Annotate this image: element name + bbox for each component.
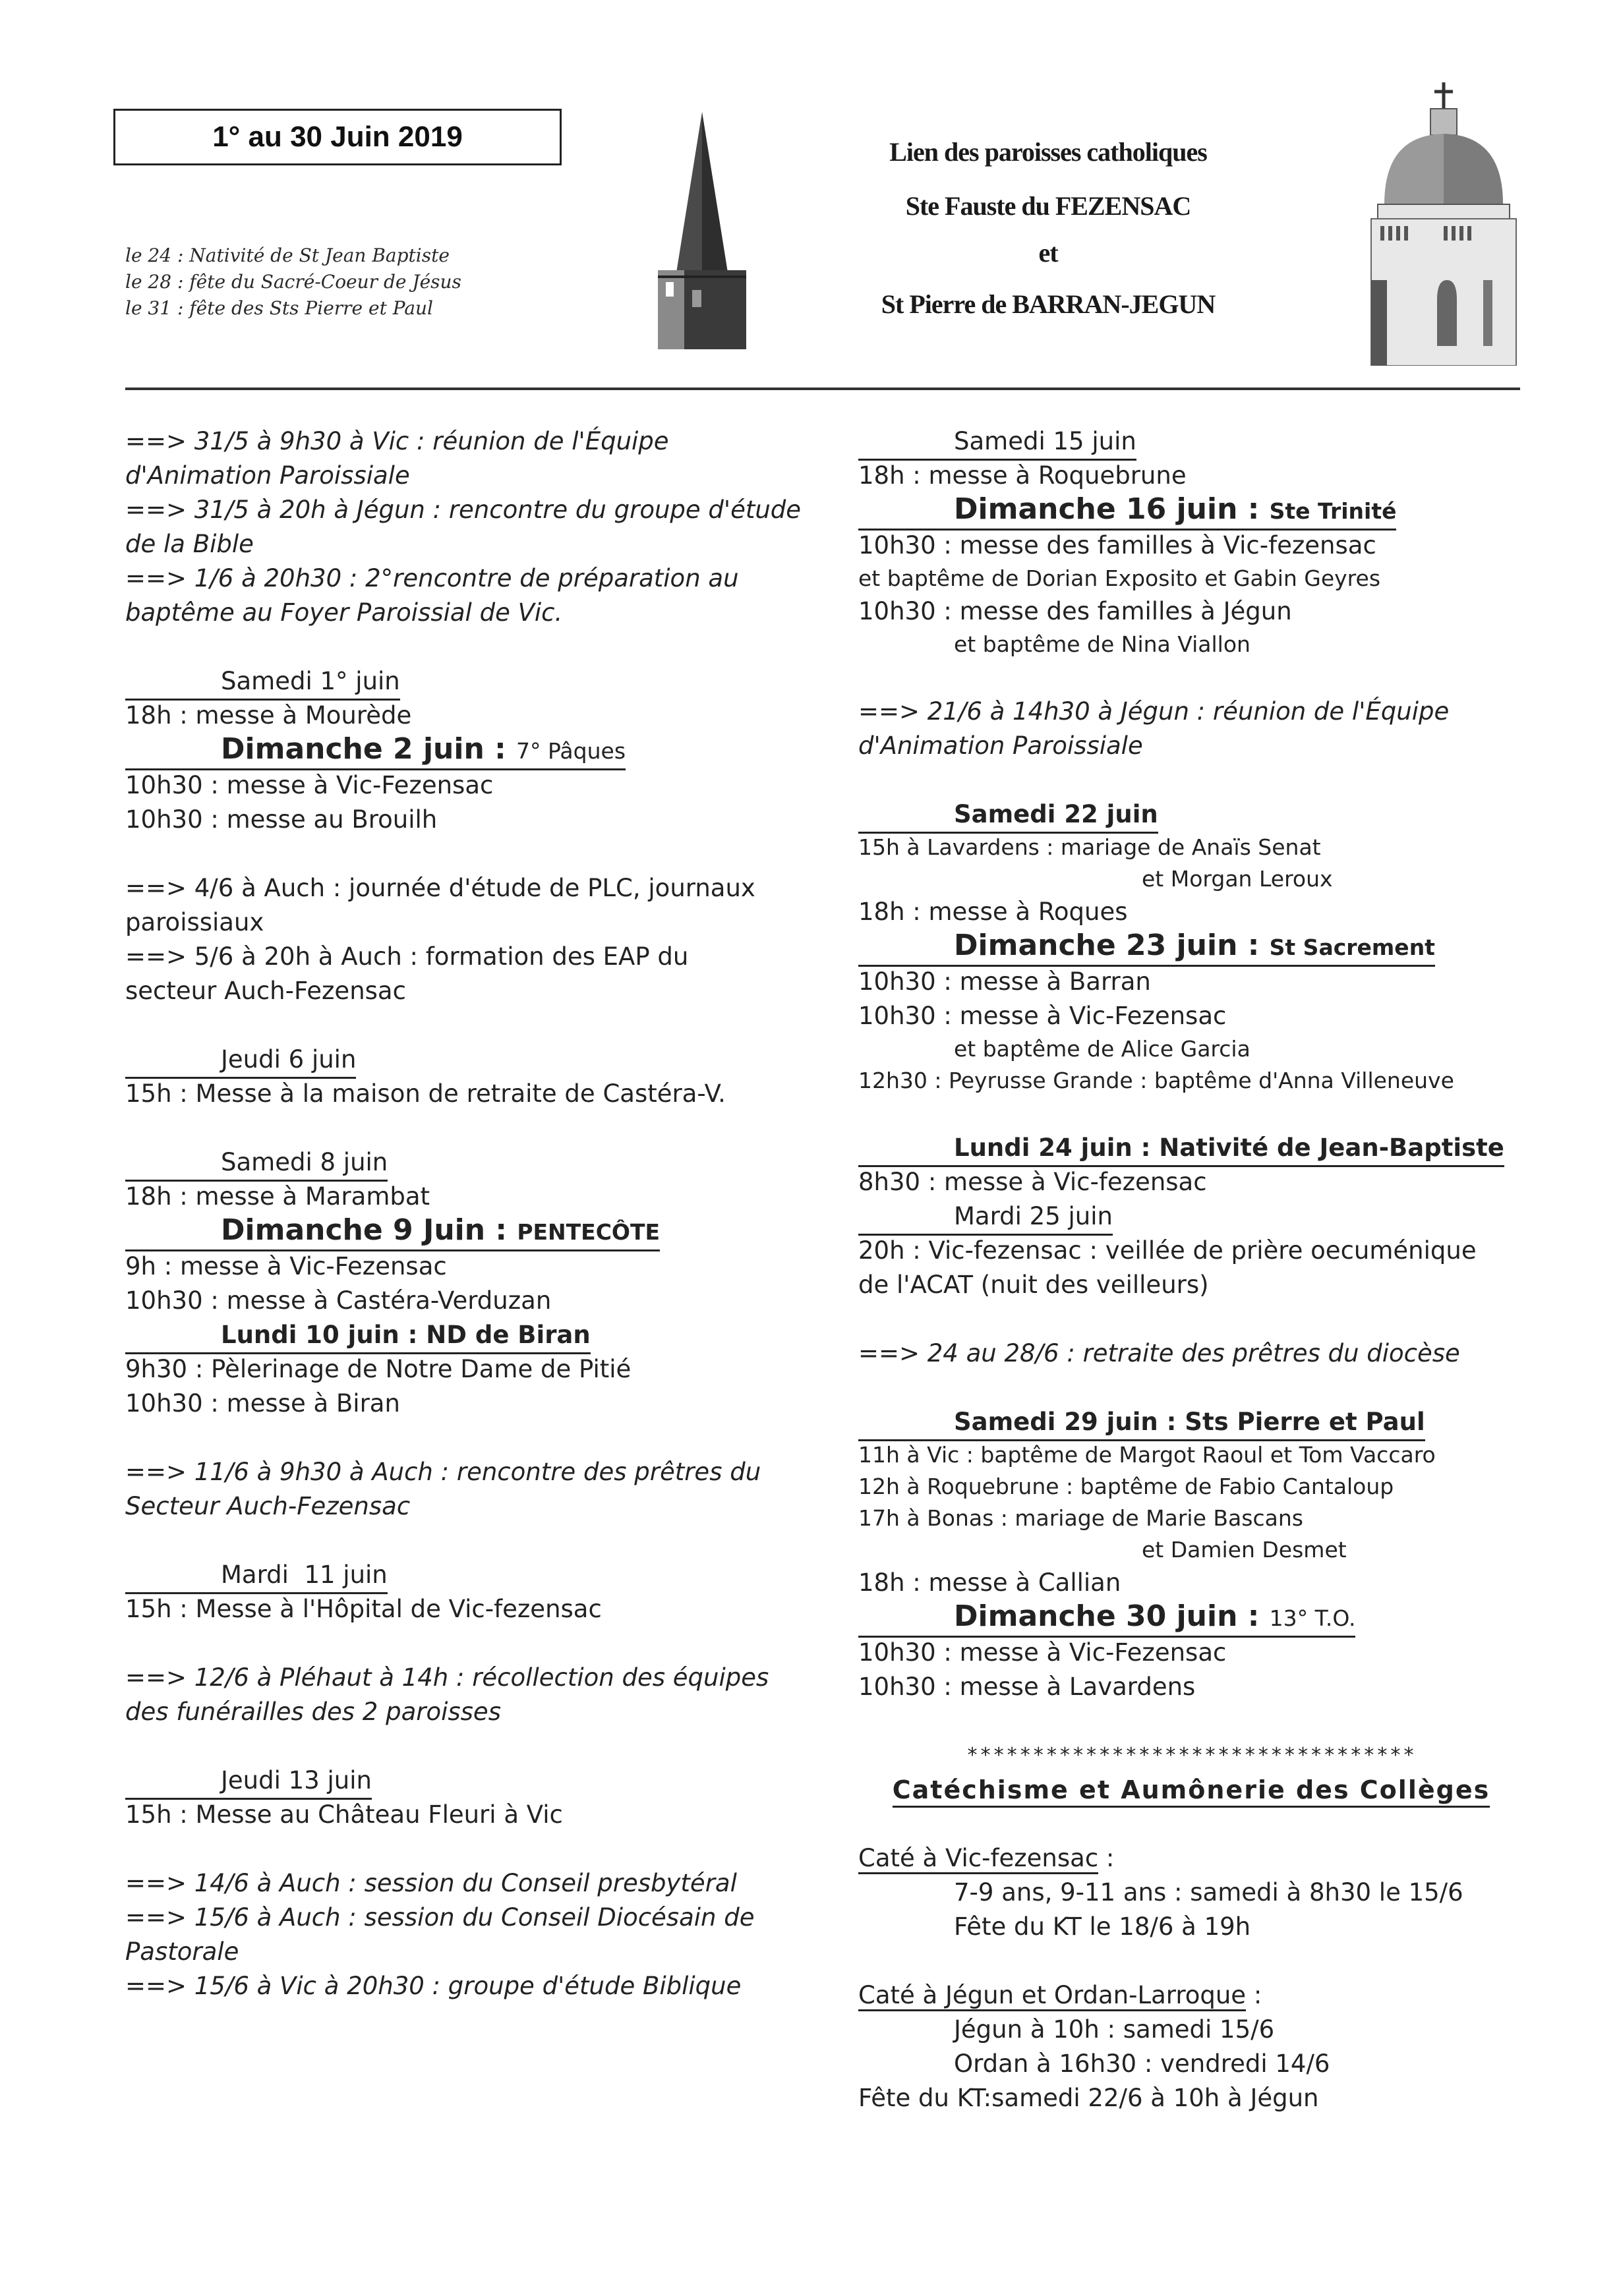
parish-title: [817, 125, 1279, 336]
star-separator: **********************************: [966, 1744, 1417, 1767]
event-line: 12h à Roquebrune : baptême de Fabio Cantaloup: [858, 1474, 1394, 1499]
date-range: 1° au 30 Juin 2019: [212, 121, 463, 153]
day-heading: Samedi 22 juin: [858, 800, 1158, 834]
catechism-line: Fête du KT le 18/6 à 19h: [954, 1912, 1251, 1941]
event-line: 18h : messe à Mourède: [125, 701, 412, 730]
jegun-title: Caté à Jégun et Ordan-Larroque: [858, 1981, 1246, 2011]
event-line: 10h30 : messe à Lavardens: [858, 1673, 1196, 1701]
announcement-line: ==> 15/6 à Vic à 20h30 : groupe d'étude Biblique: [125, 1972, 742, 2000]
feast-list: [125, 243, 461, 322]
announcement-line: baptême au Foyer Paroissial de Vic.: [125, 598, 563, 627]
announcement-line: de la Bible: [125, 530, 254, 558]
title-line: St Pierre de BARRAN-JEGUN: [881, 289, 1216, 319]
sunday-heading: [125, 1214, 660, 1251]
event-line: de l'ACAT (nuit des veilleurs): [858, 1271, 1209, 1299]
day-heading: Mardi 25 juin: [858, 1202, 1113, 1236]
jegun-colon: :: [1246, 1981, 1262, 2009]
event-detail: et Damien Desmet: [1142, 1537, 1347, 1563]
sunday-heading: [858, 929, 1435, 967]
catechism-line: Jégun à 10h : samedi 15/6: [954, 2015, 1275, 2044]
date-range-box: [113, 109, 562, 165]
catechism-line: Fête du KT:samedi 22/6 à 10h à Jégun: [858, 2084, 1319, 2112]
title-line: et: [1038, 238, 1058, 268]
announcement-line: d'Animation Paroissiale: [858, 732, 1143, 760]
event-detail: et baptême de Alice Garcia: [954, 1036, 1251, 1062]
title-line: Lien des paroisses catholiques: [889, 137, 1207, 167]
event-line: 10h30 : messe au Brouilh: [125, 805, 438, 834]
announcement-line: Pastorale: [125, 1937, 239, 1966]
catechism-heading: [858, 1773, 1524, 1807]
event-line: 20h : Vic-fezensac : veillée de prière oecuménique: [858, 1236, 1477, 1265]
feast-item: le 24 : Nativité de St Jean Baptiste: [125, 244, 450, 266]
event-line: 9h : messe à Vic-Fezensac: [125, 1252, 447, 1280]
event-line: 10h30 : messe à Biran: [125, 1389, 400, 1418]
liturgical-day: 13° T.O.: [1269, 1605, 1356, 1631]
event-line: 15h : Messe au Château Fleuri à Vic: [125, 1800, 563, 1829]
catechism-section-title: [858, 1978, 1524, 2013]
announcement-line: ==> 12/6 à Pléhaut à 14h : récollection des équipes: [125, 1663, 769, 1692]
event-line: 10h30 : messe des familles à Vic-fezensac: [858, 531, 1376, 560]
catechism-title: Catéchisme et Aumônerie des Collèges: [893, 1775, 1490, 1808]
day-heading: Jeudi 13 juin: [125, 1766, 372, 1800]
announcement-line: ==> 1/6 à 20h30 : 2°rencontre de préparation au: [125, 564, 739, 592]
day-heading: Lundi 24 juin : Nativité de Jean-Baptiste: [858, 1134, 1504, 1167]
announcement-line: ==> 11/6 à 9h30 à Auch : rencontre des prêtres du: [125, 1458, 761, 1486]
announcement-line: des funérailles des 2 paroisses: [125, 1698, 501, 1726]
liturgical-day: PENTECÔTE: [517, 1219, 661, 1245]
day-heading: Jeudi 6 juin: [125, 1045, 356, 1079]
announcement-line: ==> 31/5 à 20h à Jégun : rencontre du groupe d'étude: [125, 496, 802, 524]
event-line: 17h à Bonas : mariage de Marie Bascans: [858, 1505, 1303, 1531]
sunday-heading: [858, 493, 1396, 531]
announcement-line: d'Animation Paroissiale: [125, 461, 410, 490]
sunday-title: Dimanche 9 Juin :: [221, 1213, 507, 1247]
liturgical-day: Ste Trinité: [1269, 498, 1397, 524]
event-line: 10h30 : messe à Vic-Fezensac: [125, 771, 494, 799]
feast-item: le 28 : fête du Sacré-Coeur de Jésus: [125, 271, 461, 293]
event-detail: et baptême de Dorian Exposito et Gabin Geyres: [858, 565, 1381, 591]
event-line: 15h à Lavardens : mariage de Anaïs Senat: [858, 834, 1321, 860]
announcement-line: ==> 31/5 à 9h30 à Vic : réunion de l'Équipe: [125, 427, 669, 455]
left-column: [125, 424, 802, 2003]
catechism-section-title: [858, 1841, 1524, 1876]
day-heading: Samedi 8 juin: [125, 1148, 388, 1182]
day-heading: Samedi 15 juin: [858, 427, 1136, 461]
announcement-line: paroissiaux: [125, 908, 264, 936]
catechism-line: 7-9 ans, 9-11 ans : samedi à 8h30 le 15/6: [954, 1878, 1463, 1907]
sunday-title: Dimanche 2 juin :: [221, 732, 506, 766]
announcement-line: Secteur Auch-Fezensac: [125, 1492, 411, 1520]
sunday-title: Dimanche 23 juin :: [954, 929, 1260, 962]
announcement-line: ==> 5/6 à 20h à Auch : formation des EAP du: [125, 942, 689, 971]
sunday-heading: [125, 733, 626, 770]
event-line: 10h30 : messe à Vic-Fezensac: [858, 1002, 1227, 1030]
event-line: 18h : messe à Roques: [858, 898, 1128, 926]
announcement-line: ==> 14/6 à Auch : session du Conseil presbytéral: [125, 1869, 737, 1897]
event-line: 12h30 : Peyrusse Grande : baptême d'Anna Villeneuve: [858, 1068, 1454, 1093]
announcement-line: ==> 15/6 à Auch : session du Conseil Diocésain de: [125, 1903, 755, 1932]
vic-title: Caté à Vic-fezensac: [858, 1844, 1098, 1874]
day-heading: Mardi 11 juin: [125, 1561, 388, 1594]
event-line: 18h : messe à Marambat: [125, 1182, 430, 1211]
event-line: 15h : Messe à l'Hôpital de Vic-fezensac: [125, 1595, 602, 1623]
sunday-title: Dimanche 16 juin :: [954, 492, 1260, 526]
announcement-line: ==> 4/6 à Auch : journée d'étude de PLC, journaux: [125, 874, 755, 902]
feast-item: le 31 : fête des Sts Pierre et Paul: [125, 297, 434, 319]
church-dome-icon: [1365, 82, 1523, 366]
steeple-icon: [653, 112, 751, 353]
event-line: 11h à Vic : baptême de Margot Raoul et Tom Vaccaro: [858, 1442, 1436, 1468]
liturgical-day: 7° Pâques: [516, 738, 626, 764]
event-line: 10h30 : messe à Vic-Fezensac: [858, 1638, 1227, 1667]
event-detail: et baptême de Nina Viallon: [954, 631, 1251, 657]
event-detail: et Morgan Leroux: [1142, 866, 1333, 892]
announcement-line: ==> 24 au 28/6 : retraite des prêtres du diocèse: [858, 1339, 1460, 1367]
right-column: [858, 424, 1524, 2115]
header-divider: [125, 387, 1520, 390]
event-line: 18h : messe à Callian: [858, 1568, 1121, 1597]
day-heading: Samedi 29 juin : Sts Pierre et Paul: [858, 1408, 1425, 1441]
title-line: Ste Fauste du FEZENSAC: [905, 191, 1191, 221]
event-line: 15h : Messe à la maison de retraite de Castéra-V.: [125, 1079, 726, 1108]
day-heading: Samedi 1° juin: [125, 667, 400, 701]
day-heading: Lundi 10 juin : ND de Biran: [125, 1321, 591, 1354]
catechism-line: Ordan à 16h30 : vendredi 14/6: [954, 2050, 1330, 2078]
sunday-title: Dimanche 30 juin :: [954, 1599, 1260, 1633]
sunday-heading: [858, 1600, 1355, 1638]
announcement-line: ==> 21/6 à 14h30 à Jégun : réunion de l'Équipe: [858, 697, 1450, 726]
event-line: 10h30 : messe des familles à Jégun: [858, 597, 1292, 625]
event-line: 10h30 : messe à Castéra-Verduzan: [125, 1286, 552, 1315]
announcement-line: secteur Auch-Fezensac: [125, 977, 406, 1005]
event-line: 8h30 : messe à Vic-fezensac: [858, 1168, 1207, 1196]
event-line: 9h30 : Pèlerinage de Notre Dame de Pitié: [125, 1355, 632, 1383]
event-line: 10h30 : messe à Barran: [858, 967, 1151, 996]
vic-colon: :: [1098, 1844, 1115, 1872]
event-line: 18h : messe à Roquebrune: [858, 461, 1187, 490]
liturgical-day: St Sacrement: [1269, 934, 1435, 960]
